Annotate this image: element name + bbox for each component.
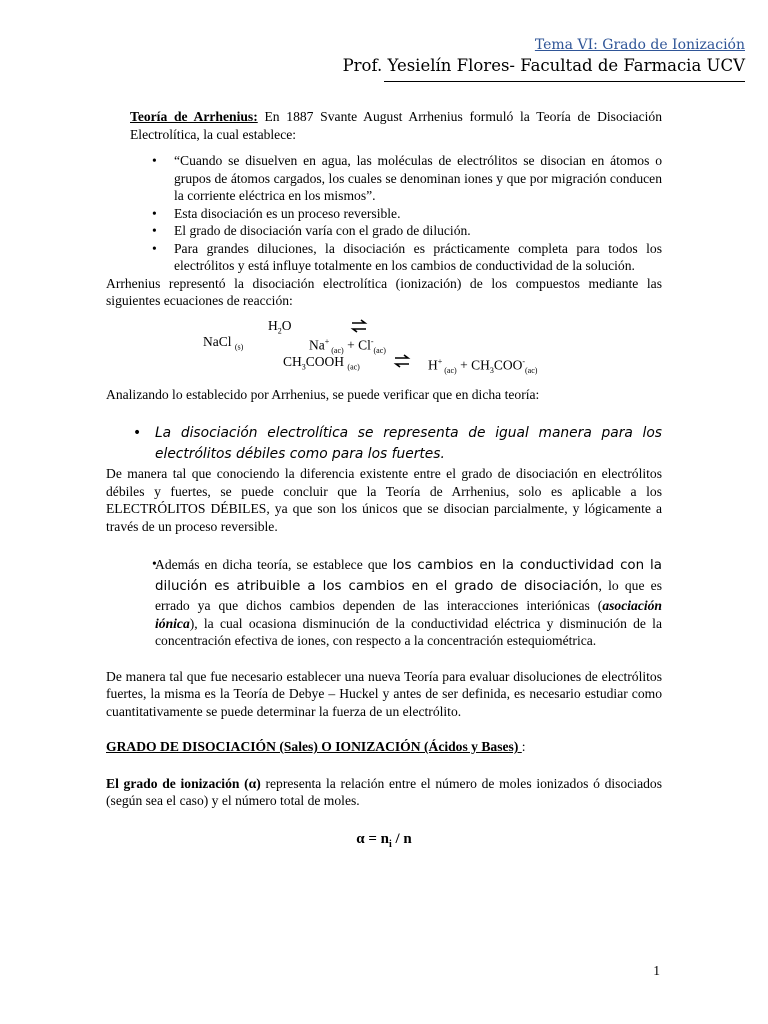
ionization-formula: $\alpha = n_i / n$ (356, 830, 412, 850)
list-item: • “Cuando se disuelven en agua, las moléculas de electrólitos se disocian en átomos o grupos de átomos cargados, los cuales se denominan iones y que por migración conducen la corriente eléctrica en los mismos”. (106, 152, 662, 205)
nacl-products: Na+ $_{(ac)} + Cl^-_{(ac)}$ (309, 336, 386, 355)
section-heading: GRADO DE DISOCIACIÓN (Sales) O IONIZACIÓN (Ácidos y Bases) : (106, 739, 526, 754)
equilibrium-arrow-icon (393, 354, 411, 368)
header-divider (384, 81, 745, 82)
analysis-paragraph: Analizando lo establecido por Arrhenius, se puede verificar que en dicha teoría: (106, 386, 540, 402)
list-item: • Para grandes diluciones, la disociación es prácticamente completa para todos los electrólitos y está influye totalmente en los cambios de conductividad de la solución. (106, 240, 662, 275)
list-item: • La disociación electrolítica se representa de igual manera para los electrólitos débiles como para los fuertes. (106, 423, 662, 465)
intro-text: En 1887 Svante August Arrhenius formuló la Teoría de Disociación Electrolítica, la cual establece: (130, 109, 662, 142)
water-label: $H_2O$ (268, 317, 292, 336)
definition-paragraph: El grado de ionización (α) representa la relación entre el número de moles ionizados ó disociados (según sea el caso) y el número total de moles. (106, 775, 662, 808)
page-number: 1 (653, 963, 660, 978)
conclusion-paragraph: De manera tal que conociendo la diferencia existente entre el grado de disociación en electrólitos débiles y fuertes, se puede concluir que la Teoría de Arrhenius, solo es aplicable a los ELECTRÓLITOS DÉBILES, ya que son los únicos que se disocian parcialmente, y lógicamente a través de un proceso reversible. (106, 466, 662, 534)
acetic-acid-reactant: $CH_3COOH$ $_{(ac)}$ (283, 353, 360, 372)
conductivity-bullet (106, 555, 662, 650)
header-topic: Tema VI: Grado de Ionización (534, 37, 745, 53)
list-item: • El grado de disociación varía con el grado de dilución. (106, 222, 662, 240)
header-author: Prof. Yesielín Flores- Facultad de Farmacia UCV (342, 56, 745, 75)
reaction-equations (106, 310, 662, 375)
section-title: GRADO DE DISOCIACIÓN (Sales) O IONIZACIÓN (Ácidos y Bases) (106, 739, 522, 754)
acetic-acid-products: H+ $_{(ac)} + CH_3COO^-_{(ac)}$ (428, 356, 538, 375)
equilibrium-arrow-icon (350, 319, 368, 333)
arrhenius-bullets (106, 152, 662, 275)
equations-intro: Arrhenius representó la disociación electrolítica (ionización) de los compuestos mediante las siguientes ecuaciones de reacción: (106, 275, 662, 308)
nacl-reactant: NaCl $_{(s)}$ (203, 333, 244, 352)
list-item: • Además en dicha teoría, se establece que los cambios en la conductividad con la dilución es atribuible a los cambios en el grado de disociación, lo que es errado ya que dichos cambios dependen de las interacciones interiónicas (asociación iónica), la cual ocasiona disminución de la conductividad eléctrica y disminución de la concentración efectiva de iones, con respecto a la concentración estequiométrica. (106, 555, 662, 650)
emphasis-bullet (106, 423, 662, 465)
debye-paragraph: De manera tal que fue necesario establecer una nueva Teoría para evaluar disoluciones de electrólitos fuertes, la misma es la Teoría de Debye – Huckel y antes de ser definida, es necesario estudiar como cuantitativamente se puede determinar la fuerza de un electrólito. (106, 668, 662, 719)
document-body (106, 108, 662, 853)
list-item: • Esta disociación es un proceso reversible. (106, 205, 662, 223)
intro-title: Teoría de Arrhenius: (130, 109, 258, 124)
intro-paragraph (106, 108, 662, 143)
